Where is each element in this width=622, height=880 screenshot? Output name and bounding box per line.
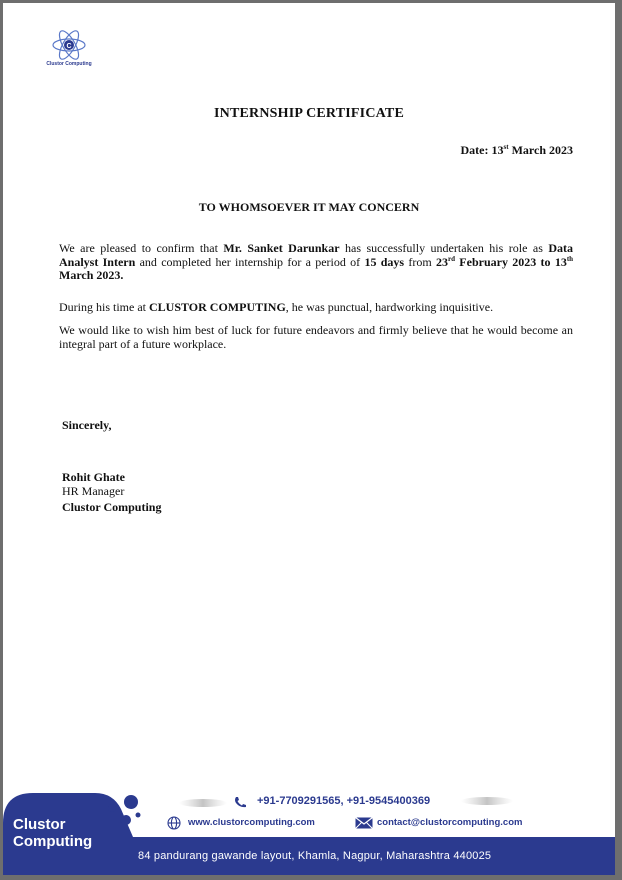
signatory-company: Clustor Computing (62, 500, 162, 514)
logo-text: Clustor Computing (46, 61, 92, 67)
closing: Sincerely, (62, 418, 112, 432)
footer-phone[interactable]: +91-7709291565, +91-9545400369 (257, 795, 431, 807)
footer-website[interactable]: www.clustorcomputing.com (188, 817, 315, 828)
confirmation-paragraph: We are pleased to confirm that Mr. Sanket Darunkar has successfully undertaken his role as Data Analyst Intern and completed her internship for a period of 15 days from 23rd February 2023 to 13th March 2023. (59, 241, 574, 282)
certificate-date: Date: 13st March 2023 (460, 143, 573, 157)
start-date: 23rd February 2023 (436, 254, 537, 269)
footer-brand: Clustor Computing (13, 816, 93, 850)
signatory-name: Rohit Ghate (62, 470, 125, 484)
svg-text:C: C (66, 43, 72, 50)
certificate-page (3, 3, 615, 875)
end-date: 13th March 2023. (59, 254, 574, 282)
signatory-role: HR Manager (62, 484, 125, 498)
certificate-title: INTERNSHIP CERTIFICATE (214, 106, 404, 121)
footer-email[interactable]: contact@clustorcomputing.com (377, 817, 523, 828)
wishes-paragraph: We would like to wish him best of luck for future endeavors and firmly believe that he would become an integral part of a future workplace. (59, 323, 573, 351)
intern-name: Mr. Sanket Darunkar (223, 241, 340, 255)
salutation: TO WHOMSOEVER IT MAY CONCERN (198, 200, 420, 214)
internship-duration: 15 days (364, 254, 405, 269)
globe-icon (166, 816, 182, 830)
mail-icon (355, 817, 373, 829)
footer-address: 84 pandurang gawande layout, Khamla, Nagpur, Maharashtra 440025 (138, 850, 492, 862)
company-name: CLUSTOR COMPUTING (149, 300, 286, 314)
phone-icon (233, 796, 247, 808)
conduct-paragraph: During his time at CLUSTOR COMPUTING, he was punctual, hardworking inquisitive. (59, 300, 494, 314)
intern-role: Data Analyst Intern (59, 241, 574, 269)
